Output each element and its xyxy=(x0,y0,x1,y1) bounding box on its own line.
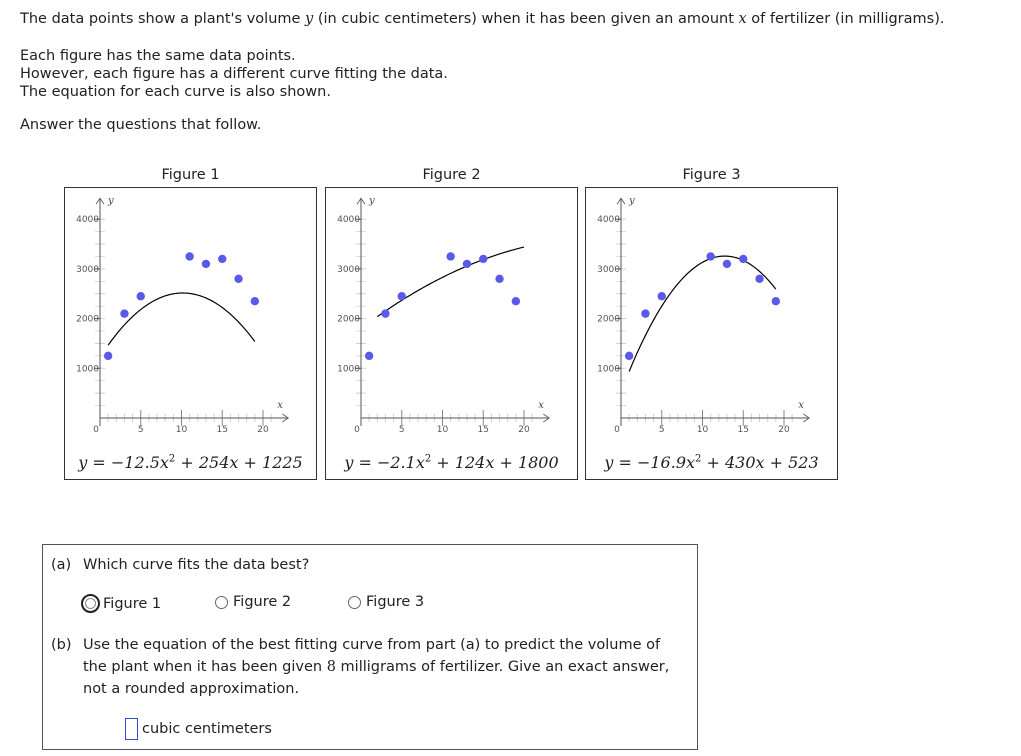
data-point xyxy=(495,275,503,283)
option-figure-1[interactable] xyxy=(81,594,161,613)
question-a xyxy=(51,554,683,576)
option-figure-1-label[interactable]: Figure 1 xyxy=(103,595,162,612)
x-axis-label: x xyxy=(798,400,804,411)
var-x: x xyxy=(738,11,747,27)
x-tick-label: 0 xyxy=(614,425,620,435)
fit-curve xyxy=(629,256,776,371)
question-b-text: Use the equation of the best fitting curve from part (a) to predict the volume of the plant when it has been given 8 milligrams of fertilizer. Give an exact answer, not a rounded approximation. xyxy=(83,637,670,697)
radio-figure-3[interactable] xyxy=(348,596,361,609)
data-point xyxy=(723,260,731,268)
data-point xyxy=(755,275,763,283)
y-tick-label: 1000 xyxy=(597,364,620,375)
figure-2-frame xyxy=(325,187,578,480)
figure-1-frame xyxy=(64,187,317,480)
fertilizer-value: 8 xyxy=(326,659,336,675)
x-tick-label: 0 xyxy=(354,425,360,435)
option-figure-2[interactable] xyxy=(215,594,291,610)
x-tick-label: 0 xyxy=(93,425,99,435)
data-point xyxy=(446,252,454,260)
figure-2-title: Figure 2 xyxy=(422,167,481,183)
x-tick-label: 15 xyxy=(737,425,749,435)
radio-figure-2[interactable] xyxy=(215,596,228,609)
question-b xyxy=(51,634,683,700)
y-tick-label: 1000 xyxy=(76,364,99,375)
figure-1 xyxy=(64,163,317,480)
figure-3-title: Figure 3 xyxy=(682,167,741,183)
question-b-tag: (b) xyxy=(51,637,72,653)
y-tick-label: 3000 xyxy=(597,264,620,275)
intro-line-1: The data points show a plant's volume y (in cubic centimeters) when it has been given an amount x of fertilizer (in milligrams). xyxy=(20,11,945,27)
question-a-text: Which curve fits the data best? xyxy=(83,557,310,573)
x-tick-label: 5 xyxy=(398,425,405,435)
data-point xyxy=(463,260,471,268)
x-axis-label: x xyxy=(538,400,544,411)
figure-3-chart xyxy=(586,188,837,479)
data-point xyxy=(772,297,780,305)
y-tick-label: 1000 xyxy=(337,364,360,375)
data-point xyxy=(512,297,520,305)
figure-3-equation: $y = -16.9x^2 + 430x + 523$ xyxy=(604,453,819,472)
intro-line-2: Each figure has the same data points. xyxy=(20,48,296,64)
y-tick-label: 4000 xyxy=(337,215,360,226)
figure-3 xyxy=(585,163,838,480)
answer-row xyxy=(125,718,272,740)
x-tick-label: 10 xyxy=(436,425,449,435)
data-point xyxy=(658,292,666,300)
y-tick-label: 4000 xyxy=(76,215,99,226)
fit-curve xyxy=(108,293,255,345)
y-axis-label: y xyxy=(629,195,635,207)
data-point xyxy=(234,275,242,283)
data-point xyxy=(137,292,145,300)
data-point xyxy=(706,252,714,260)
y-tick-label: 2000 xyxy=(337,314,360,325)
volume-answer-input[interactable] xyxy=(125,718,138,740)
x-axis-label: x xyxy=(277,400,283,411)
data-point xyxy=(202,260,210,268)
y-tick-label: 2000 xyxy=(597,314,620,325)
x-tick-label: 5 xyxy=(137,425,144,435)
data-point xyxy=(120,309,128,317)
figure-1-title: Figure 1 xyxy=(161,167,220,183)
figure-1-equation: $y = -12.5x^2 + 254x + 1225$ xyxy=(78,453,303,472)
data-point xyxy=(381,309,389,317)
y-axis-label: y xyxy=(108,195,114,207)
figure-2-chart xyxy=(326,188,577,479)
question-a-tag: (a) xyxy=(51,557,72,573)
intro-line-4: The equation for each curve is also shown. xyxy=(20,84,331,100)
data-point xyxy=(398,292,406,300)
x-tick-label: 10 xyxy=(696,425,709,435)
y-axis-label: y xyxy=(369,195,375,207)
y-tick-label: 4000 xyxy=(597,215,620,226)
y-tick-label: 3000 xyxy=(337,264,360,275)
data-point xyxy=(185,252,193,260)
data-point xyxy=(641,309,649,317)
x-tick-label: 15 xyxy=(477,425,489,435)
radio-figure-1[interactable] xyxy=(81,594,100,613)
data-point xyxy=(218,255,226,263)
intro-line-5: Answer the questions that follow. xyxy=(20,117,262,133)
var-y: y xyxy=(305,11,314,27)
x-tick-label: 5 xyxy=(658,425,665,435)
data-point xyxy=(251,297,259,305)
option-figure-2-label[interactable]: Figure 2 xyxy=(233,594,292,610)
y-tick-label: 3000 xyxy=(76,264,99,275)
problem-intro xyxy=(20,10,1015,134)
x-tick-label: 15 xyxy=(216,425,228,435)
option-figure-3[interactable] xyxy=(348,594,424,610)
intro-line-3: However, each figure has a different curve fitting the data. xyxy=(20,66,448,82)
x-tick-label: 20 xyxy=(257,425,269,435)
x-tick-label: 10 xyxy=(175,425,188,435)
option-figure-3-label[interactable]: Figure 3 xyxy=(366,594,425,610)
figure-3-frame xyxy=(585,187,838,480)
data-point xyxy=(479,255,487,263)
answer-unit: cubic centimeters xyxy=(142,721,272,737)
figure-1-chart xyxy=(65,188,316,479)
x-tick-label: 20 xyxy=(518,425,530,435)
data-point xyxy=(104,352,112,360)
x-tick-label: 20 xyxy=(778,425,790,435)
question-panel xyxy=(42,544,698,750)
y-tick-label: 2000 xyxy=(76,314,99,325)
figure-2 xyxy=(325,163,578,480)
data-point xyxy=(625,352,633,360)
figure-2-equation: $y = -2.1x^2 + 124x + 1800$ xyxy=(344,453,559,472)
data-point xyxy=(365,352,373,360)
data-point xyxy=(739,255,747,263)
